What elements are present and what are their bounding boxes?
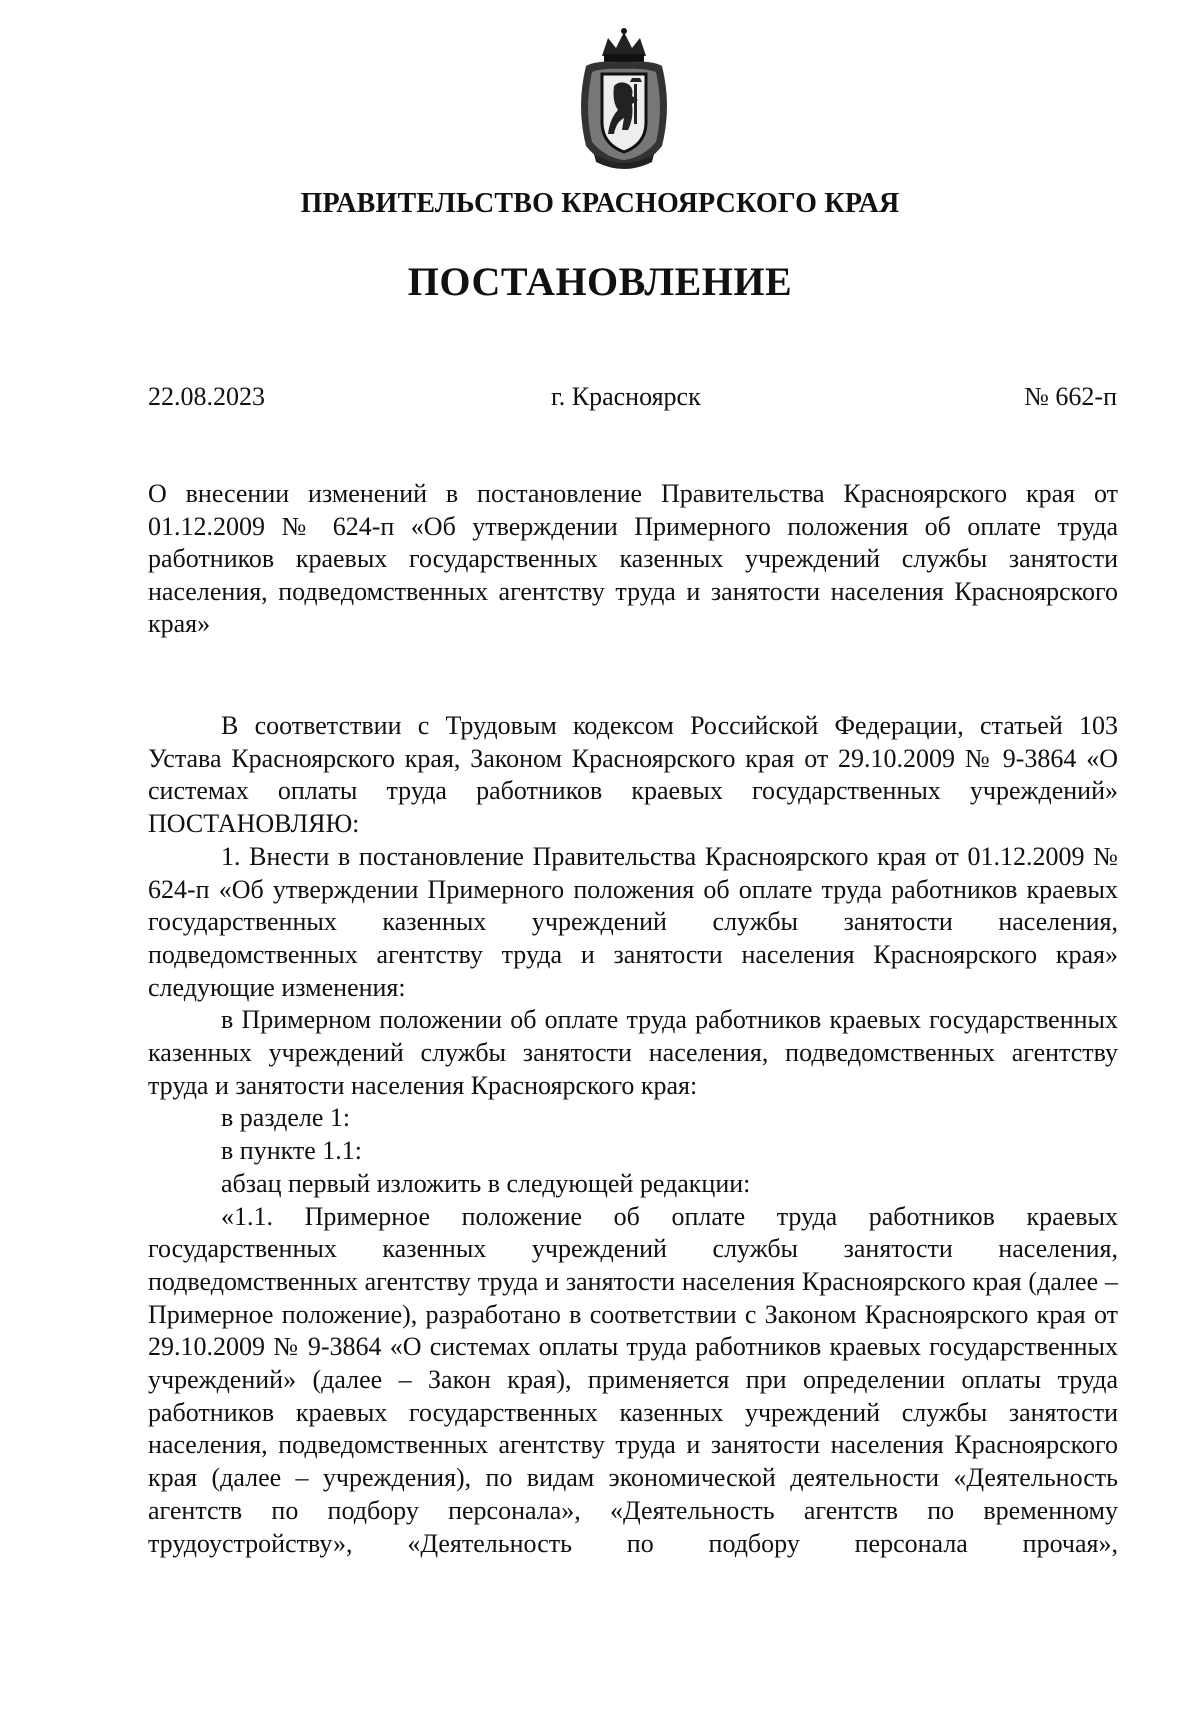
- paragraph-preamble: В соответствии с Трудовым кодексом Российской Федерации, статьей 103 Устава Красноярского края, Законом Красноярского края от 29.10.2009 № 9-3864 «О системах оплаты труда работников краевых государственных учреждений» ПОСТАНОВЛЯЮ:: [148, 711, 1118, 839]
- document-body: [148, 710, 1118, 1560]
- paragraph-instruction: абзац первый изложить в следующей редакции:: [221, 1168, 751, 1198]
- organization-name: ПРАВИТЕЛЬСТВО КРАСНОЯРСКОГО КРАЯ: [300, 188, 900, 219]
- coat-of-arms-emblem: [572, 26, 676, 170]
- document-date: 22.08.2023: [148, 382, 265, 411]
- document-type: ПОСТАНОВЛЕНИЕ: [407, 259, 793, 304]
- document-number: № 662-п: [1024, 382, 1117, 411]
- paragraph-item-1: 1. Внести в постановление Правительства Красноярского края от 01.12.2009 № 624-п «Об утверждении Примерного положения об оплате труда работников краевых государственных казенных учреждений службы занятости населения, подведомственных агентству труда и занятости населения Красноярского края» следующие изменения:: [148, 841, 1118, 1002]
- paragraph-clause-ref: в пункте 1.1:: [221, 1136, 363, 1166]
- paragraph-new-text: «1.1. Примерное положение об оплате труда работников краевых государственных казенных учреждений службы занятости населения, подведомственных агентству труда и занятости населения Красноярского края (далее – Примерное положение), разработано в соответствии с Законом Красноярского края от 29.10.2009 № 9-3864 «О системах оплаты труда работников краевых государственных учреждений» (далее – Закон края), применяется при определении оплаты труда работников краевых государственных казенных учреждений службы занятости населения, подведомственных агентству труда и занятости населения Красноярского края (далее – учреждения), по видам экономической деятельности «Деятельность агентств по подбору персонала», «Деятельность агентств по временному трудоустройству», «Деятельность по подбору персонала прочая»,: [148, 1201, 1118, 1558]
- paragraph-amendment-intro: в Примерном положении об оплате труда работников краевых государственных казенных учреждений службы занятости населения, подведомственных агентству труда и занятости населения Красноярского края:: [148, 1005, 1118, 1100]
- document-city: г. Красноярск: [551, 382, 701, 411]
- document-title: О внесении изменений в постановление Правительства Красноярского края от 01.12.2009 № 624-п «Об утверждении Примерного положения об оплате труда работников краевых государственных казенных учреждений службы занятости населения, подведомственных агентству труда и занятости населения Красноярского края»: [148, 479, 1118, 638]
- paragraph-section-ref: в разделе 1:: [221, 1103, 351, 1133]
